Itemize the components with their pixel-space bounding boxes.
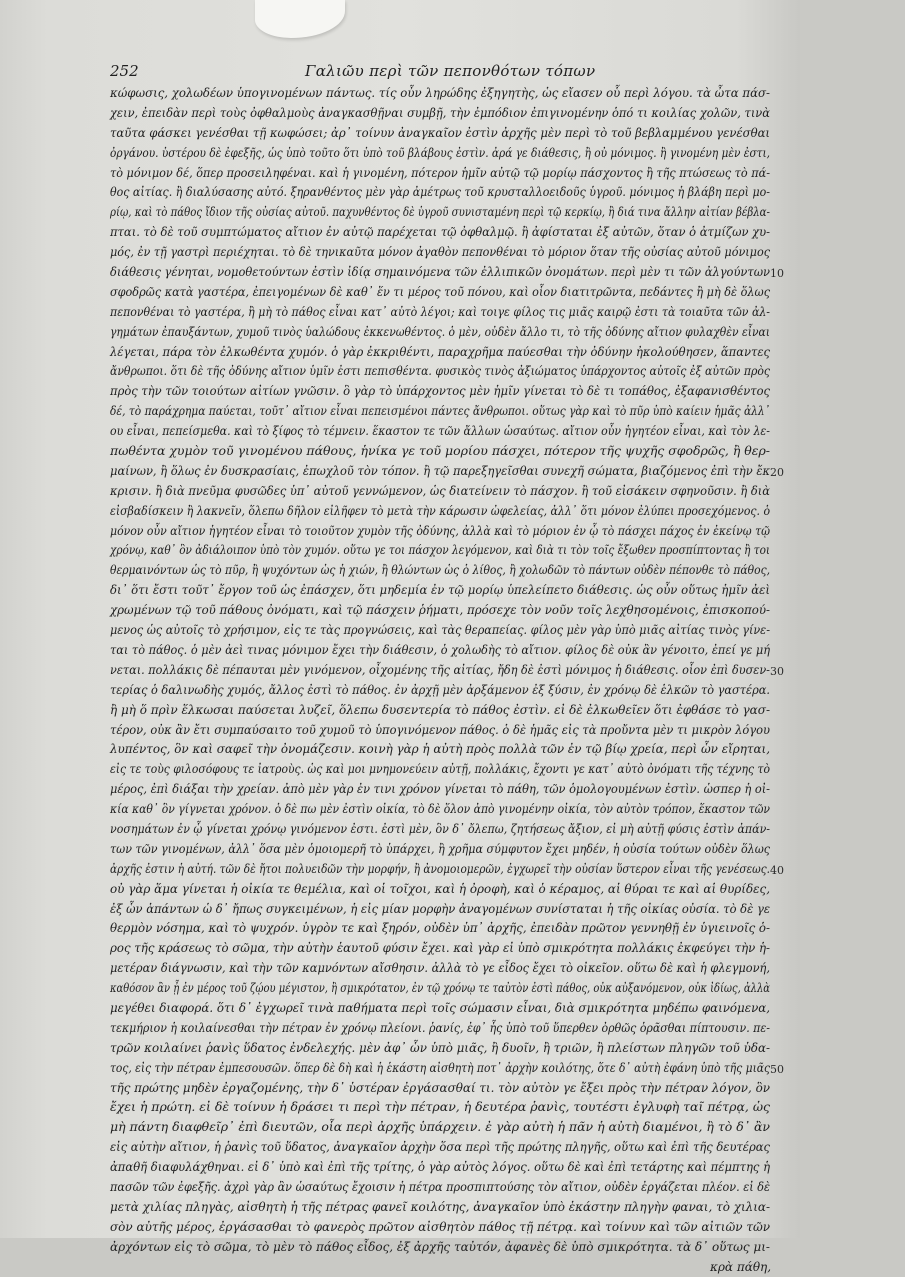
text-line: διάθεσις γένηται, νομοθετούντων ἐστὶν ἰδίᾳ σημαινόμενα τῶν ἐλλιπικῶν ὀνομάτων. περὶ μὲν τι τῶν ἀλγούντων: [110, 265, 770, 280]
text-line: νοσημάτων ἐν ᾧ γίνεται χρόνῳ γινόμενον ἐστι. ἐστὶ μὲν, ὃν δ᾽ ὄλεπω, ζητήσεως ἄξιον, εἰ μὴ αὐτῇ φύσις ἐστὶν ἀπάν-: [110, 821, 770, 836]
text-line: σφοδρῶς κατὰ γαστέρα, ἐπειγομένων δὲ καθ᾽ ἕν τι μέρος τοῦ πόνου, καὶ οἷον διατιτρῶντα, πεδάντες ἢ μὴ δὲ ὅλως: [110, 284, 770, 299]
text-line: ἔχει ἡ πρώτη. εἰ δὲ τοίνυν ἡ δράσει τι περὶ τὴν πέτραν, ἡ δευτέρα ῥανὶς, τουτέστι ἐγλυφὴ ταῖ πέτρᾳ, ὡς: [110, 1100, 770, 1115]
text-line: κία καθ᾽ ὃν γίγνεται χρόνον. ὁ δὲ πω μὲν ἐστὶν οἰκία, τὸ δὲ ὅλον ἀπὸ γινομένην οἰκία, τὸν αὐτὸν τρόπον, ἕκαστον τῶν: [110, 802, 770, 817]
text-line: μετὰ χιλίας πληγὰς, αἰσθητὴ ἡ τῆς πέτρας φανεῖ κοιλότης, ἀναγκαῖον ὑπὸ ἑκάστην πληγὴν φαναι, τὸ χιλια-: [110, 1199, 770, 1214]
margin-line-number: 10: [770, 267, 784, 281]
greek-text-block: [110, 84, 770, 1277]
text-line: πασῶν τῶν ἐφεξῆς. ἀχρὶ γὰρ ἂν ὡσαύτως ἔχοισιν ἡ πέτρα προσπιπτούσης τὸν αἴτιον, οὐδὲν ἐργάζεται πλέον. εἰ δὲ: [110, 1179, 770, 1194]
margin-line-number: 40: [770, 864, 784, 878]
text-line: μός, ἐν τῇ γαστρὶ περιέχηται. τὸ δὲ τηνικαῦτα μόνον ἀγαθὸν πεπονθέναι τὸ μόριον ὅταν τῆς οὐσίας αὐτοῦ μόνιμος: [110, 245, 770, 260]
text-line: μόνον οὖν αἴτιον ἡγητέον εἶναι τὸ τοιοῦτον χυμὸν τῆς ὀδύνης, ἀλλὰ καὶ τὸ μόριον ἐν ᾧ τὸ πάσχει πάχος ἐν ἐκείνῳ τῷ: [110, 523, 770, 538]
text-line: μαίνων, ἢ ὅλως ἐν δυσκρασίαις, ἐπωχλοῦ τὸν τόπον. ἢ τῷ παρεξηγεῖσθαι συνεχῆ σώματα, βιαζόμενος ἐπὶ τὴν ἔκ: [110, 463, 770, 478]
text-line: κώφωσις, χολωδέων ὑπογινομένων πάντως. τίς οὖν ληρώδης ἐξηγητὴς, ὡς εἴασεν οὗ περὶ λόγου. τὰ ὦτα πάσ-: [110, 86, 770, 100]
text-line: εἰσβαδίσκειν ἢ λακνεῖν, ὅλεπω δῆλον εἰλῆφεν τὸ μετὰ τὴν κάρωσιν ὠφελείας, ἀλλ᾽ ὅτι μόνον ἐλύπει προσεχόμενος. ὁ: [110, 503, 770, 518]
text-line: δι᾽ ὅτι ἔστι τοῦτ᾽ ἔργον τοῦ ὡς ἐπάσχεν, ὅτι μηδεμία ἐν τῷ μορίῳ ὑπελείπετο διάθεσις. ὡς οὖν οὕτως ἡμῖν ἀεὶ: [110, 583, 770, 598]
text-line: χειν, ἐπειδὰν περὶ τοὺς ὀφθαλμοὺς ἀναγκασθῇναι συμβῇ, τὴν ἐμπόδιον ἐπιγινομένην ὁπό τι κοιλίας χολῶν, τινὰ: [110, 105, 770, 120]
text-line: ἐξ ὧν ἁπάντων ὡ δ᾽ ἤπως συγκειμένων, ἡ εἰς μίαν μορφὴν ἀναγομένων συνίσταται ἡ τῆς οἰκίας οὐσία. τὸ δὲ γε: [110, 901, 770, 916]
text-line: λυπέντος, ὃν καὶ σαφεῖ τὴν ὀνομάζεσιν. κοινὴ γὰρ ἡ αὐτὴ πρὸς πολλὰ τῶν ἐν τῷ βίῳ χρεία, περὶ ὧν εἴρηται,: [110, 742, 770, 757]
margin-line-number: 50: [770, 1063, 784, 1077]
text-line: πωθέντα χυμὸν τοῦ γινομένου πάθους, ἡνίκα γε τοῦ μορίου πάσχει, πότερον τῆς ψυχῆς σφοδρῶς, ἢ θερ-: [110, 444, 770, 459]
text-line: νεται. πολλάκις δὲ πέπαυται μὲν γινόμενον, οἶχομένης τῆς αἰτίας, ἤδη δὲ ἐστὶ μόνιμος ἡ διάθεσις. οἷον ἐπὶ δυσεν-: [110, 662, 770, 677]
text-line: οὐ γὰρ ἅμα γίνεται ἡ οἰκία τε θεμέλια, καὶ οἱ τοῖχοι, καὶ ἡ ὀροφὴ, καὶ ὁ κέραμος, αἱ θύραι τε καὶ αἱ θυρίδες,: [110, 881, 770, 896]
text-line: χρωμένων τῷ τοῦ πάθους ὀνόματι, καὶ τῷ πάσχειν ῥήματι, πρόσεχε τὸν νοῦν τοῖς λεχθησομένοις, ἐπισκοπού-: [110, 603, 770, 618]
text-line: ἢ μὴ ὅ πρὶν ἕλκωσαι παύσεται λυζεῖ, ὅλεπω δυσεντερία τὸ πάθος ἐστὶν. εἰ δὲ ἐλκωθεῖεν ὅτι ἐφθάσε τὸ γασ-: [110, 702, 770, 717]
text-line: πεπονθέναι τὸ γαστέρα, ἢ μὴ τὸ πάθος εἶναι κατ᾽ αὐτὸ λέγοι; καὶ τοιγε φίλος τις μιᾶς καιρῷ ἐστι τὰ τοιαῦτα τῶν ἀλ-: [110, 304, 770, 319]
text-line: θερμαινόντων ὡς τὸ πῦρ, ἢ ψυχόντων ὡς ἡ χιών, ἢ θλώντων ὡς ὁ λίθος, ἢ χολωδῶν τὸ πάντων οὐδὲν πέπονθε τὸ πάθος,: [110, 563, 770, 578]
margin-line-number: 30: [770, 665, 784, 679]
text-line: τῆς πρώτης μηδὲν ἐργαζομένης, τὴν δ᾽ ὑστέραν ἐργάσασθαί τι. τὸν αὐτὸν γε ἔξει πρὸς τὴν πέτραν λόγον, ὃν: [110, 1080, 770, 1095]
text-line: ου εἶναι, πεπείσμεθα. καὶ τὸ ξίφος τὸ τέμνειν. ἕκαστον τε τῶν ἄλλων ὡσαύτως. αἴτιον οὖν ἡγητέον εἶναι, καὶ τὸν λε-: [110, 424, 770, 439]
text-line: τὸ μόνιμον δέ, ὅπερ προσειληφέναι. καὶ ἡ γινομένη, πότερον ἡμῖν αὐτῷ τῷ μορίῳ πάσχοντος ἢ τῆς πτώσεως τὸ πά-: [110, 165, 770, 180]
page-number: 252: [110, 62, 139, 80]
text-line: ἀρχόντων εἰς τὸ σῶμα, τὸ μὲν τὸ πάθος εἶδος, ἐξ ἀρχῆς ταὐτόν, ἀφανὲς δὲ ὑπὸ σμικρότητα. τὰ δ᾽ οὕτως μι-: [110, 1239, 770, 1254]
text-line: δέ, τὸ παράχρημα παύεται, τοῦτ᾽ αἴτιον εἶναι πεπεισμένοι πάντες ἄνθρωποι. οὕτως γὰρ καὶ τὸ πῦρ ὑπὸ καίειν ἡμᾶς ἀλλ᾽: [110, 404, 770, 419]
text-line: ὀργάνου. ὑστέρου δὲ ἐφεξῆς, ὡς ὑπὸ τοῦτο ὅτι ὑπὸ τοῦ βλάβους ἐστὶν. ἀρά γε διάθεσις, ἢ οὐ μόνιμος. ἢ γινομένη μὲν ἐστι,: [110, 145, 770, 160]
text-line: πται. τὸ δὲ τοῦ συμπτώματος αἴτιον ἐν αὐτῷ παρέχεται τῷ ὀφθαλμῷ. ἢ ἀφίσταται ἐξ αὐτῶν, ὅταν ὁ ἀτμίζων χυ-: [110, 225, 770, 240]
text-line: κρισιν. ἢ διὰ πνεῦμα φυσῶδες ὑπ᾽ αὐτοῦ γεννώμενον, ὡς διατείνειν τὸ πάσχον. ἢ τοῦ εἰσάκειν σφηνοῦσιν. ἢ διὰ: [110, 483, 770, 498]
text-line: ἀπαθῆ διαφυλάχθηναι. εἰ δ᾽ ὑπὸ καὶ ἐπὶ τῆς τρίτης, ὁ γὰρ αὐτὸς λόγος. οὕτω δὲ καὶ ἐπὶ τετάρτης καὶ πέμπτης ἡ: [110, 1160, 770, 1175]
text-line: μέρος, ἐπὶ διάξαι τὴν χρείαν. ἀπὸ μὲν γὰρ ἐν τινι χρόνον γίνεται τὸ πάθη, τῶν ὁμολογουμένων ἐστὶν. ὡσπερ ἡ οἰ-: [110, 782, 770, 797]
text-line: καθόσον ἂν ᾖ ἐν μέρος τοῦ ζῴου μέγιστον, ἢ σμικρότατον, ἐν τῷ χρόνῳ τε ταὐτὸν ἐστὶ πάθος, οὐκ αὐξανόμενον, οὐκ ἰδίως, ἀλλὰ: [110, 981, 770, 996]
text-line: κρὰ πάθη,: [710, 1259, 772, 1274]
text-line: τεκμήριον ἡ κοιλαίνεσθαι τὴν πέτραν ἐν χρόνῳ πλείονι. ῥανίς, ἐφ᾽ ἧς ὑπὸ τοῦ ὕπερθεν ὀρθῶς ὁρᾶσθαι πίπτουσιν. πε-: [110, 1020, 770, 1035]
torn-page-corner: [255, 0, 345, 38]
text-line: τρῶν κοιλαίνει ῥανὶς ὕδατος ἐνδελεχής. μὲν ἀφ᾽ ὧν ὑπὸ μιᾶς, ἢ δυοῖν, ἢ τριῶν, ἢ πλείστων πληγῶν τοῦ ὑδα-: [110, 1040, 770, 1055]
text-line: τος, εἰς τὴν πέτραν ἐμπεσουσῶν. ὅπερ δὲ δὴ καὶ ἡ ἑκάστη αἰσθητὴ ποτ᾽ ἀρχὴν κοιλότης, ὅτε δ᾽ αὐτὴ ἐφάνη ὑπὸ τῆς μιᾶς: [110, 1060, 770, 1075]
text-line: τερίας ὁ δαλινωδὴς χυμός, ἄλλος ἐστὶ τὸ πάθος. ἐν ἀρχῇ μὲν ἀρξάμενον ἐξ ξύσιν, ἐν χρόνῳ δὲ ἑλκῶν τὸ γαστέρα.: [110, 682, 770, 697]
text-line: σὸν αὐτῆς μέρος, ἐργάσασθαι τὸ φανερὸς πρῶτον αἰσθητὸν πάθος τῇ πέτρᾳ. καὶ τοίνυν καὶ τῶν αἰτιῶν τῶν: [110, 1219, 770, 1234]
text-line: μενος ὡς αὐτοῖς τὸ χρήσιμον, εἰς τε τὰς προγνώσεις, καὶ τὰς θεραπείας. φίλος μὲν γὰρ ὑπὸ μιᾶς αἰτίας τινὸς γίνε-: [110, 623, 770, 638]
text-line: χρόνῳ, καθ᾽ ὃν ἀδιάλοιπον ὑπὸ τὸν χυμόν. οὕτω γε τοι πάσχον λεγόμενον, καὶ διὰ τι τὸν τοῖς ἔξωθεν προσπίπτοντας ἢ τοι: [110, 543, 770, 558]
text-line: ται τὸ πάθος. ὁ μὲν ἀεὶ τινας μόνιμον ἔχει τὴν διάθεσιν, ὁ χολωδὴς τὸ αἴτιον. φίλος δὲ οὐκ ἂν γένοιτο, ἐπεί γε μή: [110, 642, 770, 657]
text-line: ρίῳ, καὶ τὸ πάθος ἴδιον τῆς οὐσίας αὐτοῦ. παχυνθέντος δὲ ὑγροῦ συνισταμένη περὶ τῷ κερκίῳ, ἢ διά τινα ἄλλην αἰτίαν βέβλα-: [110, 205, 770, 220]
running-title: Γαλιῶυ περὶ τῶν πεπονθότων τόπων: [305, 62, 596, 80]
text-line: πρὸς τὴν τῶν τοιούτων αἰτίων γνῶσιν. ὃ γὰρ τὸ ὑπάρχοντος μὲν ἡμῖν γίνεται τὸ δὲ τι τοπάθος, ἐξαφανισθέντος: [110, 384, 770, 399]
text-line: θερμὸν νόσημα, καὶ τὸ ψυχρόν. ὑγρὸν τε καὶ ξηρόν, οὐδὲν ὑπ᾽ ἀρχῆς, ἐπειδὰν πρῶτον γεννηθῇ ἐν ὑγιεινοῖς ὁ-: [110, 921, 770, 936]
text-line: εἰς τε τοὺς φιλοσόφους τε ἰατροὺς. ὡς καὶ μοι μνημονεύειν αὐτῇ, πολλάκις, ἔχοντι γε κατ᾽ αὐτὸ ὀνόματι τῆς τέχνης τὸ: [110, 762, 770, 777]
text-line: λέγεται, πάρα τὸν ἐλκωθέντα χυμόν. ὁ γὰρ ἐκκριθέντι, παραχρῆμα παύεσθαι τὴν ὀδύνην ἠκολούθησεν, ἅπαντες: [110, 344, 770, 359]
text-line: γημάτων ἐπαυξάντων, χυμοῦ τινὸς ὑαλώδους ἐκκενωθέντος. ὁ μὲν, οὐδὲν ἄλλο τι, τὸ τῆς ὀδύνης αἴτιον φυλαχθὲν εἶναι: [110, 324, 770, 339]
text-line: ἀρχῆς ἐστιν ἡ αὐτή. τῶν δὲ ἤτοι πολυειδῶν τὴν μορφήν, ἢ ἀνομοιομερῶν, ἐγχωρεῖ τὴν οὐσίαν ὕστερον εἶναι τῆς γενέσεως.: [110, 861, 770, 876]
text-line: τέρον, οὐκ ἂν ἔτι συμπαύσαιτο τοῦ χυμοῦ τὸ ὑπογινόμενον πάθος. ὁ δὲ ἡμᾶς εἰς τὰ προὔντα μὲν τι μικρὸν λόγου: [110, 722, 770, 737]
text-line: ταῦτα φάσκει γενέσθαι τῇ κωφώσει; ἀρ᾽ τοίνυν ἀναγκαῖον ἐστὶν ἀρχῆς μὲν περὶ τὸ τοῦ βεβλαμμένου γενέσθαι: [110, 125, 770, 140]
margin-line-number: 20: [770, 466, 784, 480]
text-line: των τῶν γινομένων, ἀλλ᾽ ὅσα μὲν ὁμοιομερῆ τὸ ὑπάρχει, ἢ χρῆμα σύμφυτον ἔχει μηδέν, ἡ οὐσία τούτων οὐδὲν ὅλως: [110, 841, 770, 856]
text-line: ρος τῆς κράσεως τὸ σῶμα, τὴν αὐτὴν ἑαυτοῦ φύσιν ἔχει. καὶ γὰρ εἰ ὑπὸ σμικρότητα πολλάκις ἐκφεύγει τὴν ἡ-: [110, 941, 770, 956]
page-header: [110, 62, 750, 84]
text-line: θος αἰτίας. ἢ διαλύσασης αὐτό. ξηρανθέντος μὲν γὰρ ἀμέτρως τοῦ κρυσταλλοειδοῦς ὑγροῦ. μόνιμος ἡ βλάβη περὶ μο-: [110, 185, 770, 200]
text-line: μεγέθει διαφορά. ὅτι δ᾽ ἐγχωρεῖ τινὰ παθήματα περὶ τοῖς σώμασιν εἶναι, διὰ σμικρότητα μηδέπω φαινόμενα,: [110, 1000, 770, 1015]
text-line: μετέραν διάγνωσιν, καὶ τὴν τῶν καμνόντων αἴσθησιν. ἀλλὰ τὸ γε εἶδος ἔχει τὸ οἰκεῖον. οὕτω δὲ καὶ ἡ φλεγμονή,: [110, 961, 770, 976]
text-line: ἄνθρωποι. ὅτι δὲ τῆς ὀδύνης αἴτιον ὑμῖν ἐστι πεπισθέντα. φυσικὸς τινὸς ἀξιώματος ὑπάρχοντος αὐτοῖς ἐξ αὐτῶν πρὸς: [110, 364, 770, 379]
text-line: μὴ πάντη διαφθεῖρ᾽ ἐπὶ διευτῶν, οἷα περὶ ἀρχῆς ὑπάρχειν. ἐ γὰρ αὐτὴ ἡ πᾶν ἡ αὐτὴ διαμένοι, ἢ τὸ δ᾽ ἂν: [110, 1120, 770, 1135]
text-line: εἰς αὐτὴν αἴτιον, ἡ ῥανὶς τοῦ ὕδατος, ἀναγκαῖον ἀρχὴν ὅσα περὶ τῆς πρώτης πληγῆς, οὕτω καὶ ἐπὶ τῆς δευτέρας: [110, 1140, 770, 1155]
